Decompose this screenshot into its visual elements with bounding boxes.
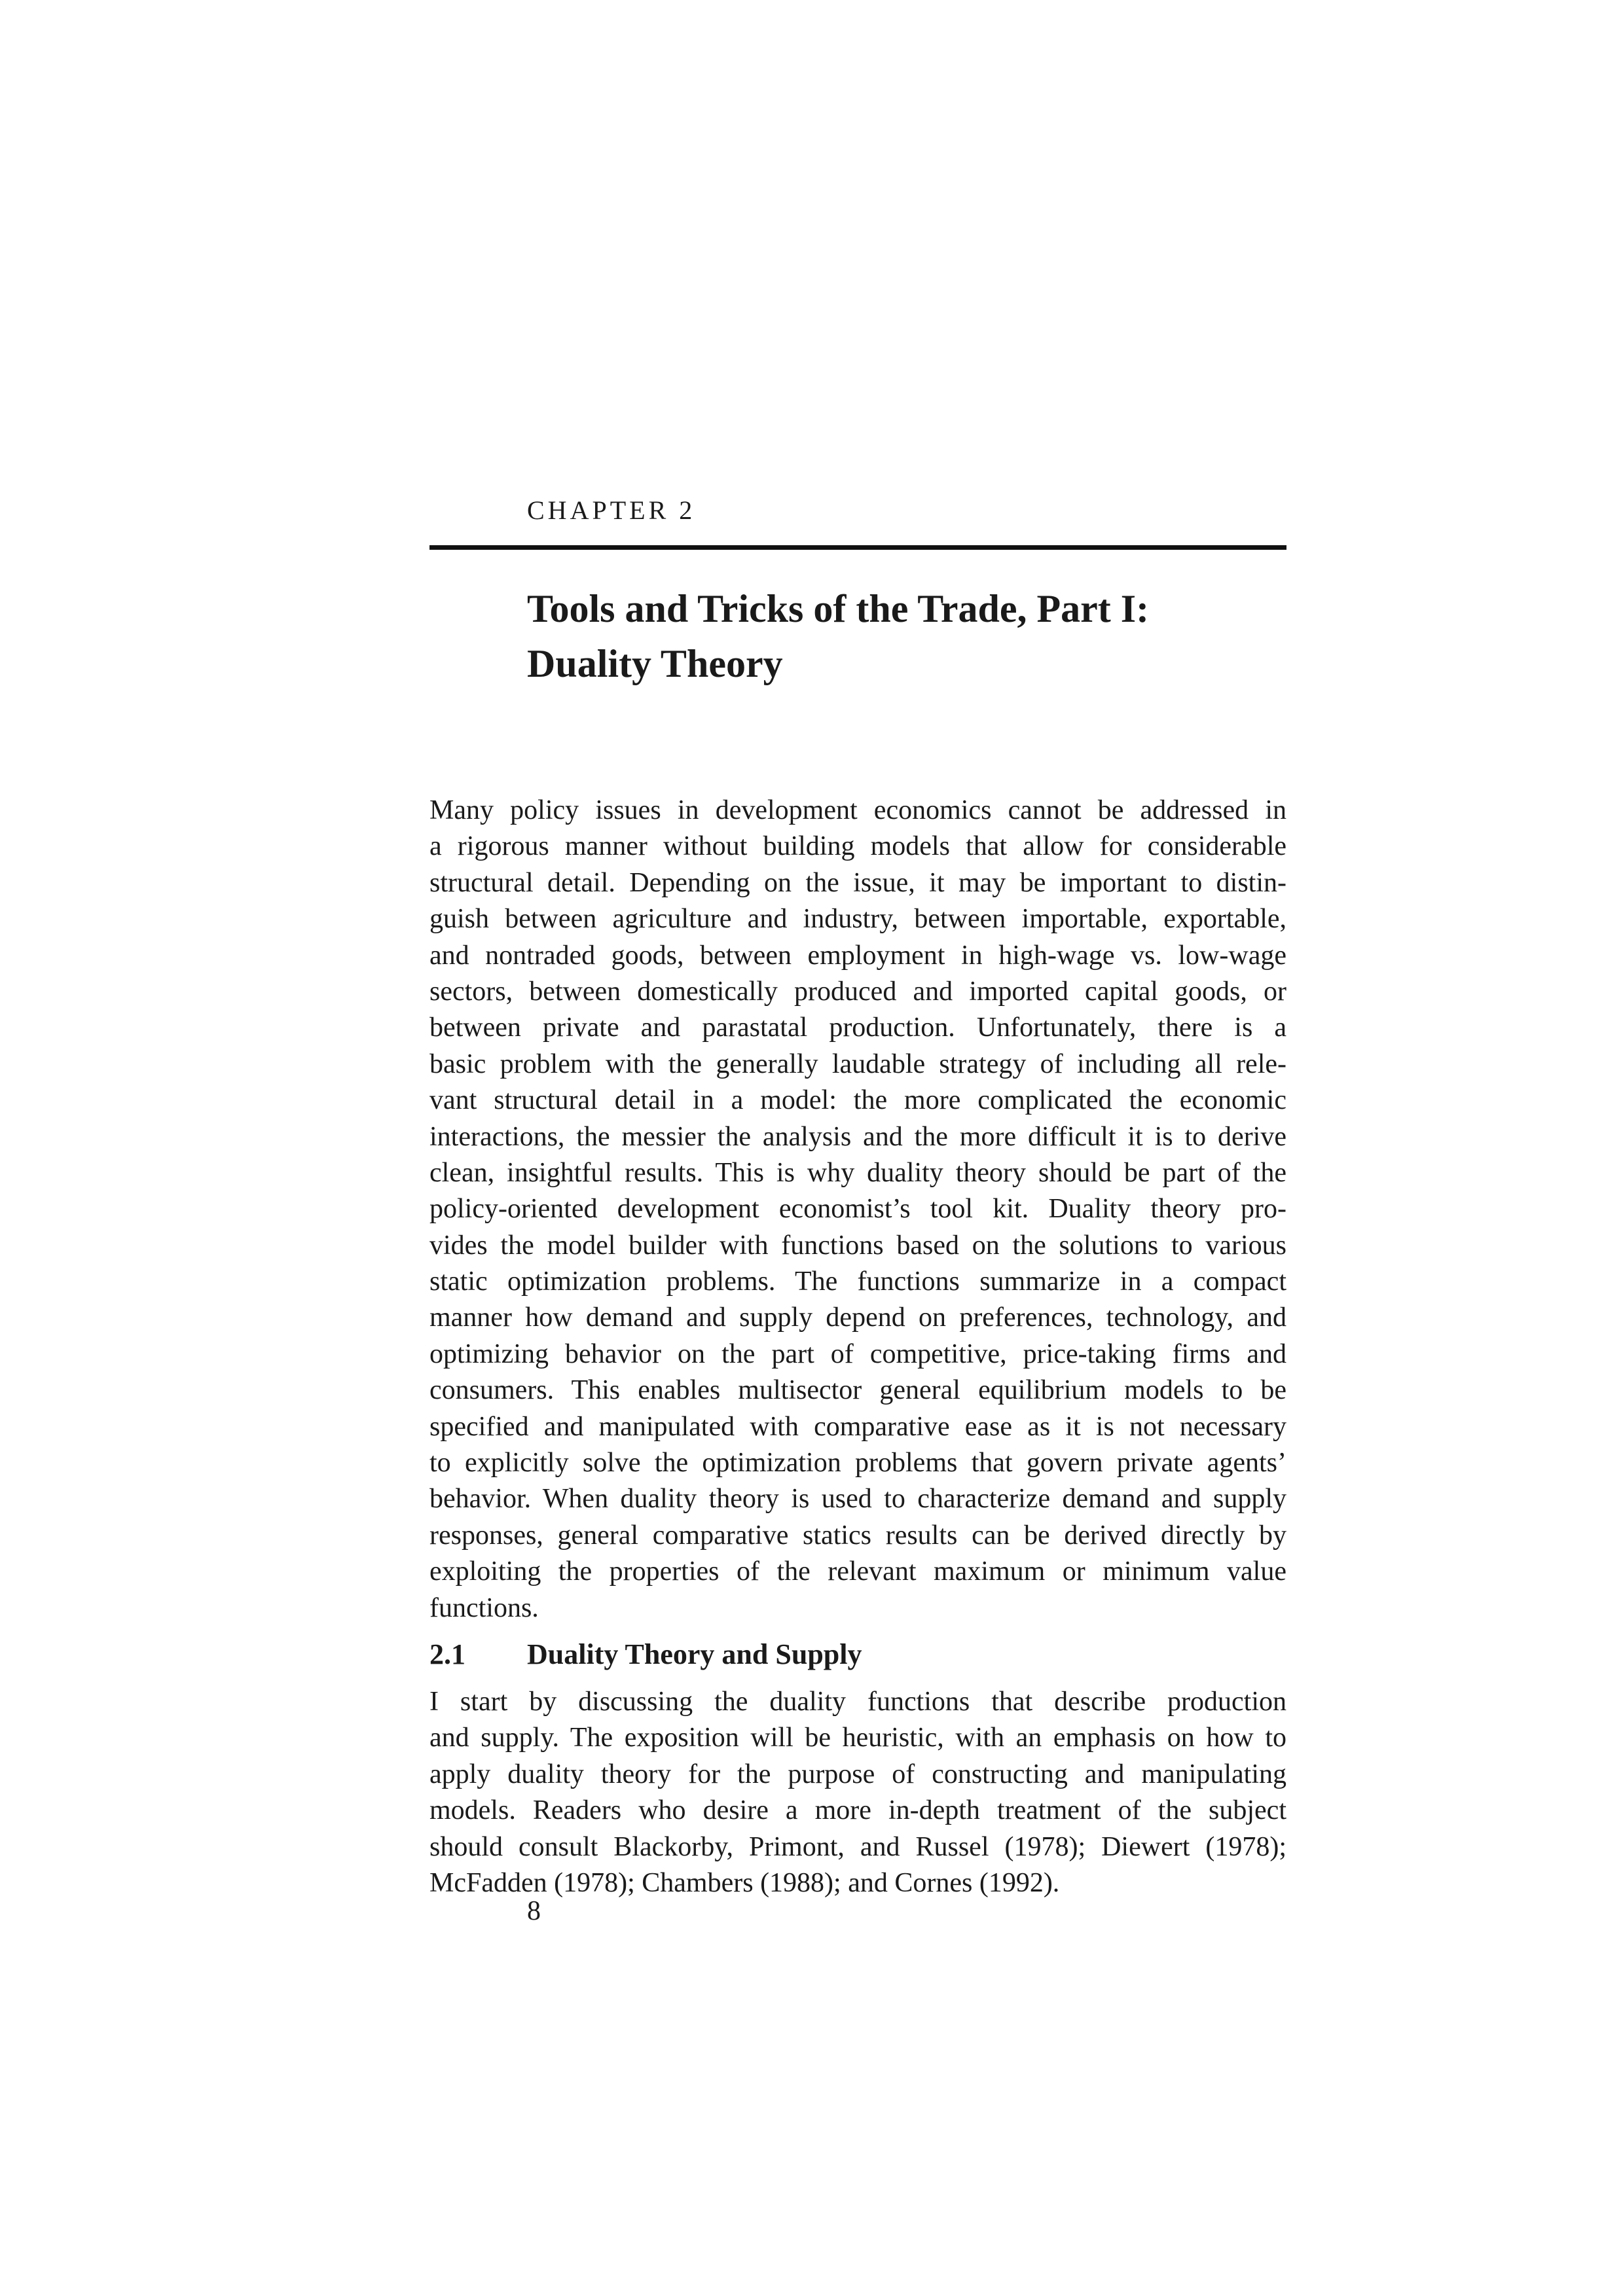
paragraph-line: optimizing behavior on the part of competitive, price-taking firms and <box>429 1338 1286 1369</box>
page-number: 8 <box>527 1896 541 1926</box>
paragraph-line: interactions, the messier the analysis and the more difficult it is to derive <box>429 1121 1286 1152</box>
section-title: Duality Theory and Supply <box>527 1638 862 1670</box>
paragraph-line: static optimization problems. The functions summarize in a compact <box>429 1266 1286 1297</box>
paragraph-line: consumers. This enables multisector general equilibrium models to be <box>429 1375 1286 1406</box>
paragraph-line: Many policy issues in development economics cannot be addressed in <box>429 795 1286 825</box>
chapter-rule <box>429 545 1286 550</box>
paragraph-line: behavior. When duality theory is used to characterize demand and supply <box>429 1484 1286 1515</box>
paragraph-line: sectors, between domestically produced and imported capital goods, or <box>429 976 1286 1007</box>
paragraph-line: to explicitly solve the optimization problems that govern private agents’ <box>429 1448 1286 1479</box>
paragraph-line: manner how demand and supply depend on preferences, technology, and <box>429 1302 1286 1333</box>
paragraph-line: vides the model builder with functions based on the solutions to various <box>429 1230 1286 1261</box>
paragraph-line: should consult Blackorby, Primont, and Russel (1978); Diewert (1978); <box>429 1831 1286 1862</box>
paragraph-line: functions. <box>429 1592 539 1623</box>
paragraph-line: apply duality theory for the purpose of constructing and manipulating <box>429 1759 1286 1789</box>
intro-paragraph <box>429 793 1286 1626</box>
section-heading <box>429 1636 862 1672</box>
paragraph-line: and nontraded goods, between employment in high-wage vs. low-wage <box>429 940 1286 971</box>
paragraph-line: responses, general comparative statics results can be derived directly by <box>429 1520 1286 1551</box>
paragraph-line: models. Readers who desire a more in-depth treatment of the subject <box>429 1795 1286 1826</box>
paragraph-line: and supply. The exposition will be heuristic, with an emphasis on how to <box>429 1723 1286 1753</box>
paragraph-line: I start by discussing the duality functions that describe production <box>429 1687 1286 1717</box>
paragraph-line: structural detail. Depending on the issue, it may be important to distin- <box>429 867 1286 898</box>
paragraph-line: between private and parastatal production. Unfortunately, there is a <box>429 1013 1286 1043</box>
chapter-title-line: Tools and Tricks of the Trade, Part I: <box>527 587 1150 630</box>
section-paragraph <box>429 1684 1286 1901</box>
paragraph-line: a rigorous manner without building models that allow for considerable <box>429 831 1286 862</box>
paragraph-line: policy-oriented development economist’s tool kit. Duality theory pro- <box>429 1194 1286 1225</box>
section-number: 2.1 <box>429 1638 465 1670</box>
chapter-label: CHAPTER 2 <box>527 495 696 525</box>
chapter-title-line: Duality Theory <box>527 642 783 685</box>
paragraph-line: vant structural detail in a model: the more complicated the economic <box>429 1085 1286 1116</box>
chapter-title <box>527 581 1149 691</box>
paragraph-line: basic problem with the generally laudable strategy of including all rele- <box>429 1049 1286 1079</box>
paragraph-line: specified and manipulated with comparative ease as it is not necessary <box>429 1411 1286 1442</box>
paragraph-line: McFadden (1978); Chambers (1988); and Cornes (1992). <box>429 1867 1060 1898</box>
paragraph-line: clean, insightful results. This is why duality theory should be part of the <box>429 1157 1286 1188</box>
paragraph-line: exploiting the properties of the relevant maximum or minimum value <box>429 1556 1286 1587</box>
paragraph-line: guish between agriculture and industry, between importable, exportable, <box>429 904 1286 935</box>
